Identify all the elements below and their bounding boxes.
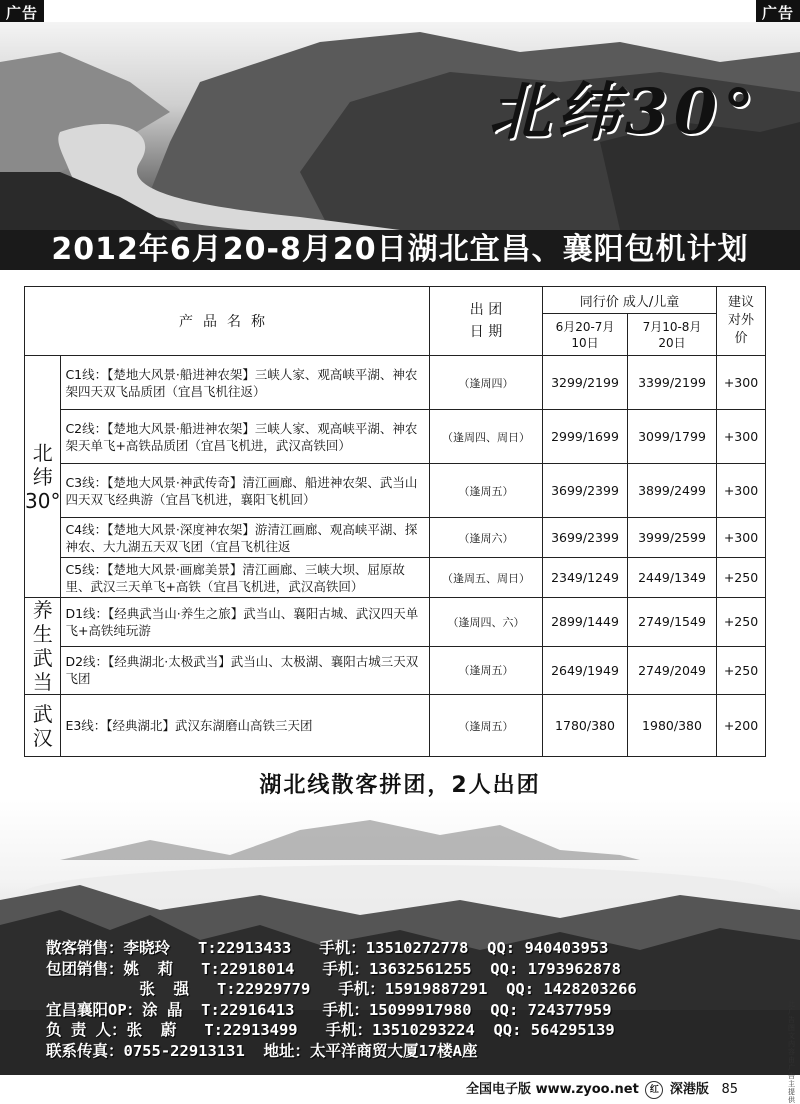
row-suggest-price: +300: [717, 518, 766, 558]
contact-row: 负 责 人：张 蔚 T:22913499 手机：13510293224 QQ: 564295139: [46, 1021, 615, 1039]
row-frequency: （逢周五）: [430, 646, 543, 695]
row-description: E3线：【经典湖北】武汉东湖磨山高铁三天团: [61, 695, 430, 757]
header-suggest-line2: 对外: [727, 313, 754, 328]
row-frequency: （逢周四、六）: [430, 598, 543, 647]
row-price-period1: 3699/2399: [543, 518, 628, 558]
table-row: [25, 518, 766, 558]
table-row: [25, 464, 766, 518]
row-frequency: （逢周五）: [430, 695, 543, 757]
header-product: 产品名称: [25, 287, 430, 356]
row-frequency: （逢周六）: [430, 518, 543, 558]
header-period2: [628, 314, 717, 356]
row-price-period1: 3299/2199: [543, 356, 628, 410]
table-row: [25, 646, 766, 695]
row-price-period1: 2899/1449: [543, 598, 628, 647]
row-description: C1线：【楚地大风景·船进神农架】三峡人家、观高峡平湖、神农架四天双飞品质团（宜昌飞机往返）: [61, 356, 430, 410]
group-label: 武汉: [25, 695, 61, 757]
contact-row: 联系传真：0755-22913131 地址：太平洋商贸大厦17楼A座: [46, 1041, 478, 1060]
row-frequency: （逢周五）: [430, 464, 543, 518]
row-suggest-price: +300: [717, 464, 766, 518]
itinerary-table: [24, 286, 766, 757]
row-frequency: （逢周四、周日）: [430, 410, 543, 464]
header-period2-line1: 7月10-8月: [642, 319, 702, 334]
row-suggest-price: +250: [717, 598, 766, 647]
row-description: C3线：【楚地大风景·神武传奇】清江画廊、船进神农架、武当山四天双飞经典游（宜昌飞机进，襄阳飞机回）: [61, 464, 430, 518]
row-price-period2: 3899/2499: [628, 464, 717, 518]
footer-logo-icon: 红: [645, 1081, 663, 1099]
row-description: C4线：【楚地大风景·深度神农架】游清江画廊、观高峡平湖、探神农、大九湖五天双飞团（宜昌飞机往返: [61, 518, 430, 558]
row-suggest-price: +300: [717, 410, 766, 464]
footer-site: 全国电子版 www.zyoo.net: [466, 1082, 639, 1097]
row-price-period2: 3399/2199: [628, 356, 717, 410]
row-price-period2: 2449/1349: [628, 558, 717, 598]
row-description: C2线：【楚地大风景·船进神农架】三峡人家、观高峡平湖、神农架天单飞+高铁品质团（宜昌飞机进，武汉高铁回）: [61, 410, 430, 464]
row-description: C5线：【楚地大风景·画廊美景】清江画廊、三峡大坝、屈原故里、武汉三天单飞+高铁（宜昌飞机进，武汉高铁回）: [61, 558, 430, 598]
row-price-period1: 3699/2399: [543, 464, 628, 518]
header-date: [430, 287, 543, 356]
header-period1-line1: 6月20-7月: [555, 319, 615, 334]
contact-row: 张 强 T:22929779 手机：15919887291 QQ: 1428203266: [46, 980, 637, 998]
ad-label-right: 广告: [756, 0, 800, 25]
row-suggest-price: +200: [717, 695, 766, 757]
row-suggest-price: +300: [717, 356, 766, 410]
ad-label-left: 广告: [0, 0, 44, 25]
table-row: [25, 558, 766, 598]
header-suggest-line3: 价: [734, 331, 748, 346]
row-description: D2线：【经典湖北·太极武当】武当山、太极湖、襄阳古城三天双飞团: [61, 646, 430, 695]
header-period1: [543, 314, 628, 356]
page-number: 85: [721, 1082, 738, 1097]
row-price-period2: 3999/2599: [628, 518, 717, 558]
row-frequency: （逢周五、周日）: [430, 558, 543, 598]
contact-row: 散客销售：李晓玲 T:22913433 手机：13510272778 QQ: 940403953: [46, 939, 609, 957]
page-title: 2012年6月20-8月20日湖北宜昌、襄阳包机计划: [0, 230, 800, 270]
header-period1-line2: 10日: [571, 335, 599, 350]
table-row: [25, 695, 766, 757]
header-period2-line2: 20日: [658, 335, 686, 350]
contact-row: 宜昌襄阳OP：涂 晶 T:22916413 手机：15099917980 QQ: 724377959: [46, 1000, 612, 1019]
table-row: [25, 410, 766, 464]
row-frequency: （逢周四）: [430, 356, 543, 410]
contact-list: [46, 938, 766, 1061]
side-disclaimer: 此广告图文内容由广告主提供: [788, 1000, 795, 1104]
contact-row: 包团销售：姚 莉 T:22918014 手机：13632561255 QQ: 1793962878: [46, 959, 621, 978]
group-label: 养生武当: [25, 598, 61, 695]
header-price: 同行价 成人/儿童: [543, 287, 717, 314]
group-label: 北纬30°: [25, 356, 61, 598]
row-suggest-price: +250: [717, 646, 766, 695]
table-row: [25, 356, 766, 410]
row-price-period2: 2749/2049: [628, 646, 717, 695]
slogan: 湖北线散客拼团，2人出团: [259, 773, 541, 798]
table-row: [25, 598, 766, 647]
row-price-period1: 2649/1949: [543, 646, 628, 695]
row-price-period2: 2749/1549: [628, 598, 717, 647]
hero-landscape: [0, 22, 800, 230]
brand-logo: 北纬30°: [488, 75, 760, 148]
page-footer: [466, 1078, 738, 1099]
header-date-line1: 出 团: [469, 302, 503, 318]
header-suggest: [717, 287, 766, 356]
table-header-row: [25, 287, 766, 314]
row-suggest-price: +250: [717, 558, 766, 598]
row-description: D1线：【经典武当山·养生之旅】武当山、襄阳古城、武汉四天单飞+高铁纯玩游: [61, 598, 430, 647]
row-price-period1: 2999/1699: [543, 410, 628, 464]
footer-edition: 深港版: [669, 1082, 709, 1097]
row-price-period2: 1980/380: [628, 695, 717, 757]
row-price-period1: 2349/1249: [543, 558, 628, 598]
row-price-period2: 3099/1799: [628, 410, 717, 464]
header-suggest-line1: 建议: [727, 295, 754, 310]
header-date-line2: 日 期: [469, 324, 503, 340]
row-price-period1: 1780/380: [543, 695, 628, 757]
